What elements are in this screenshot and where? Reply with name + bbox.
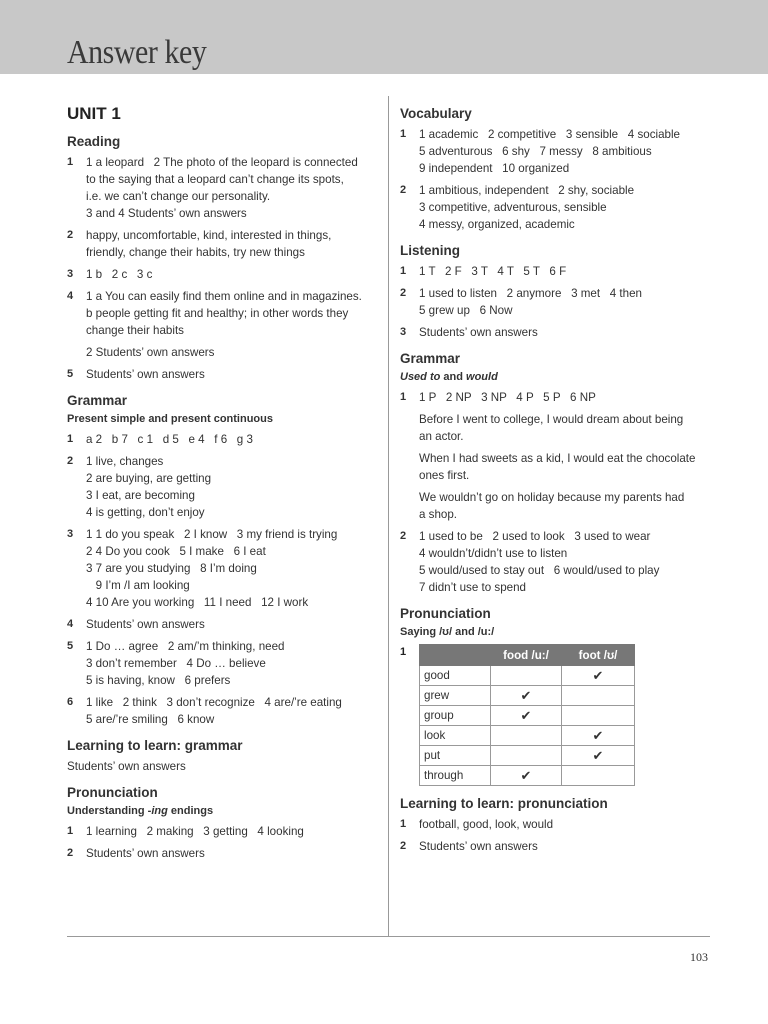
pronunciation-table: [419, 644, 635, 786]
grammar-item-6: 6 1 like 2 think 3 don’t recognize 4 are/’re eating 5 are/’re smiling 6 know: [67, 696, 342, 726]
table-corner: [420, 645, 491, 666]
vocabulary-heading: Vocabulary: [400, 106, 472, 121]
grammar-item-4: 4 Students’ own answers: [67, 618, 205, 631]
grammar-item-2: 2 1 live, changes 2 are buying, are getting 3 I eat, are becoming 4 is getting, don’t enjoy: [67, 455, 212, 519]
reading-item-5: 5 Students’ own answers: [67, 368, 205, 381]
listening-heading: Listening: [400, 243, 460, 258]
grammar-heading: Grammar: [67, 393, 128, 408]
reading-item-4-para: 2 Students’ own answers: [86, 346, 215, 359]
footer-rule: [67, 936, 710, 937]
reading-item-2: 2 happy, uncomfortable, kind, interested in things, friendly, change their habits, try new things: [67, 229, 332, 259]
table-header-food: food /u:/: [491, 645, 562, 666]
table-row: look ✔: [420, 726, 635, 746]
grammar-item-1: 1 a 2 b 7 c 1 d 5 e 4 f 6 g 3: [67, 433, 253, 446]
unit-title: UNIT 1: [67, 104, 121, 123]
vocabulary-item-1: 1 1 academic 2 competitive 3 sensible 4 sociable 5 adventurous 6 shy 7 messy 8 ambitious 9 independent 10 organized: [400, 128, 680, 175]
pronunciation-item-1: 1 1 learning 2 making 3 getting 4 looking: [67, 825, 304, 838]
listening-item-2: 2 1 used to listen 2 anymore 3 met 4 then 5 grew up 6 Now: [400, 287, 642, 317]
pronunciation-item-2: 2 Students’ own answers: [67, 847, 205, 860]
pronunciation-table-block: [400, 644, 720, 786]
grammar2-item-2: 2 1 used to be 2 used to look 3 used to wear 4 wouldn’t/didn’t use to listen 5 would/used to stay out 6 would/used to play 7 didn’t use to spend: [400, 530, 660, 594]
reading-item-1: 1 1 a leopard 2 The photo of the leopard is connected to the saying that a leopard can’t change its spots, i.e. we can’t change our personality. 3 and 4 Students’ own answers: [67, 156, 358, 220]
ltl-pron-item-2: 2 Students’ own answers: [400, 840, 538, 853]
ltl-pron-heading: Learning to learn: pronunciation: [400, 796, 608, 811]
ltl-pron-item-1: 1 football, good, look, would: [400, 818, 554, 831]
reading-heading: Reading: [67, 134, 121, 149]
listening-item-1: 1 1 T 2 F 3 T 4 T 5 T 6 F: [400, 265, 567, 278]
grammar2-subheading: Used to and would: [400, 371, 498, 383]
vocabulary-item-2: 2 1 ambitious, independent 2 shy, sociable 3 competitive, adventurous, sensible 4 messy, organized, academic: [400, 184, 635, 231]
table-row: grew ✔: [420, 686, 635, 706]
grammar-item-3: 3 1 1 do you speak 2 I know 3 my friend is trying 2 4 Do you cook 5 I make 6 I eat 3 7 are you studying 8 I’m doing 9 I’m /I am looking 4 10 Are you working 11 I need 12 I work: [67, 528, 338, 609]
ltl-grammar-text: Students’ own answers: [67, 760, 186, 773]
ltl-grammar-heading: Learning to learn: grammar: [67, 738, 243, 753]
pronunciation-subheading: Understanding -ing endings: [67, 805, 214, 817]
column-divider: [388, 96, 389, 936]
table-row: group ✔: [420, 706, 635, 726]
page-number: 103: [690, 950, 708, 964]
grammar2-para-1: Before I went to college, I would dream about being an actor.: [419, 413, 684, 443]
table-row: good ✔: [420, 666, 635, 686]
table-row: through ✔: [420, 766, 635, 786]
reading-item-3: 3 1 b 2 c 3 c: [67, 268, 153, 281]
grammar2-para-2: When I had sweets as a kid, I would eat the chocolate ones first.: [419, 452, 696, 482]
grammar-subheading: Present simple and present continuous: [67, 413, 273, 425]
table-row: put ✔: [420, 746, 635, 766]
left-column: [67, 104, 377, 867]
table-header-foot: foot /ʊ/: [562, 645, 635, 666]
reading-item-4: 4 1 a You can easily find them online and in magazines. b people getting fit and healthy; in other words they change their habits: [67, 290, 362, 337]
right-column: [400, 104, 720, 860]
grammar2-heading: Grammar: [400, 351, 461, 366]
listening-item-3: 3 Students’ own answers: [400, 326, 538, 339]
grammar-item-5: 5 1 Do … agree 2 am/’m thinking, need 3 don’t remember 4 Do … believe 5 is having, know 6 prefers: [67, 640, 285, 687]
grammar2-item-1: 1 1 P 2 NP 3 NP 4 P 5 P 6 NP: [400, 391, 596, 404]
pronunciation-table-number: 1: [400, 646, 407, 658]
pronunciation-heading: Pronunciation: [67, 785, 158, 800]
page-title: Answer key: [67, 34, 207, 71]
pronunciation2-subheading: Saying /ʊ/ and /u:/: [400, 626, 495, 638]
grammar2-para-3: We wouldn’t go on holiday because my parents had a shop.: [419, 491, 685, 521]
pronunciation2-heading: Pronunciation: [400, 606, 491, 621]
